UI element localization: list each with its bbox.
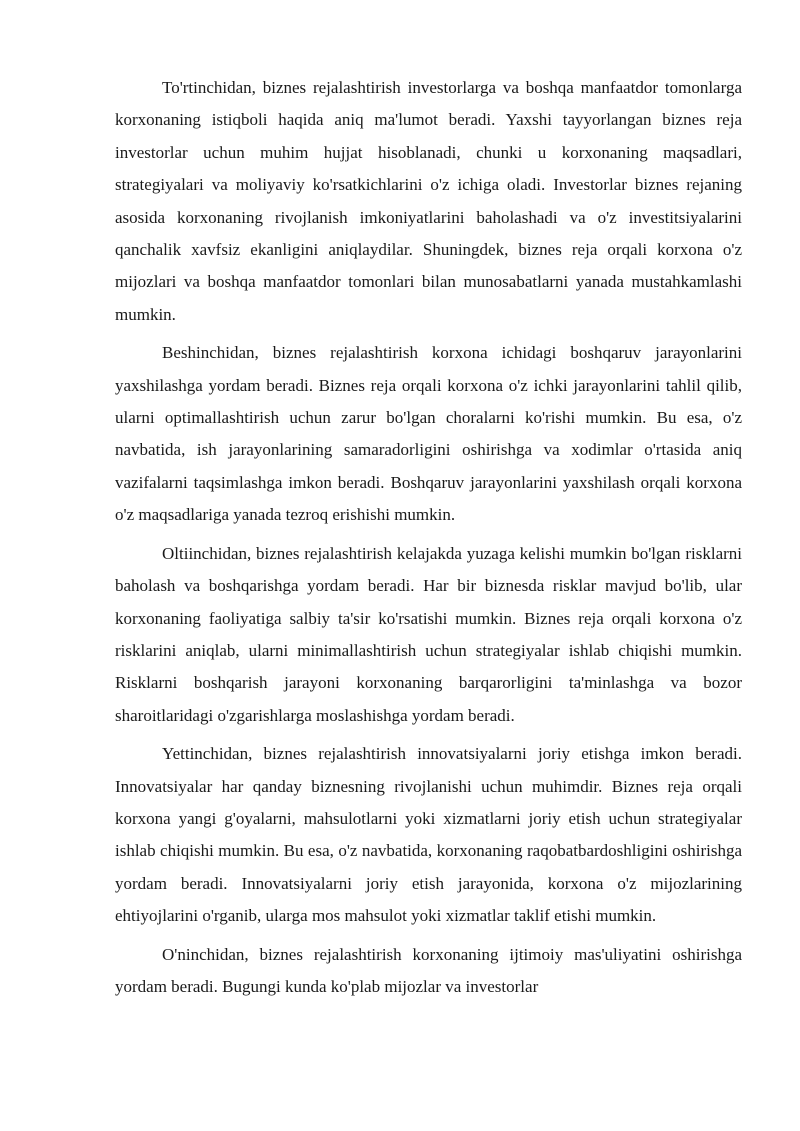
paragraph: Oltiinchidan, biznes rejalashtirish kelajakda yuzaga kelishi mumkin bo'lgan risklarni baholash va boshqarishga yordam beradi. Har bir biznesda risklar mavjud bo'lib, ular korxonaning faoliyatiga salbiy ta'sir ko'rsatishi mumkin. Biznes reja orqali korxona o'z risklarini aniqlab, ularni minimallashtirish uchun strategiyalar ishlab chiqishi mumkin. Risklarni boshqarish jarayoni korxonaning barqarorligini ta'minlashga va bozor sharoitlaridagi o'zgarishlarga moslashishga yordam beradi.: [115, 543, 742, 725]
paragraph: Beshinchidan, biznes rejalashtirish korxona ichidagi boshqaruv jarayonlarini yaxshilashga yordam beradi. Biznes reja orqali korxona o'z ichki jarayonlarini tahlil qilib, ularni optimallashtirish uchun zarur bo'lgan choralarni ko'rishi mumkin. Bu esa, o'z navbatida, ish jarayonlarining samaradorligini oshirishga va xodimlar o'rtasida aniq vazifalarni taqsimlashga imkon beradi. Boshqaruv jarayonlarini yaxshilash orqali korxona o'z maqsadlariga yanada tezroq erishishi mumkin.: [115, 343, 742, 525]
paragraph: To'rtinchidan, biznes rejalashtirish investorlarga va boshqa manfaatdor tomonlarga korxonaning istiqboli haqida aniq ma'lumot beradi. Yaxshi tayyorlangan biznes reja investorlar uchun muhim hujjat hisoblanadi, chunki u korxonaning maqsadlari, strategiyalari va moliyaviy ko'rsatkichlarini o'z ichiga oladi. Investorlar biznes rejaning asosida korxonaning rivojlanish imkoniyatlarini baholashadi va o'z investitsiyalarini qanchalik xavfsiz ekanligini aniqlaydilar. Shuningdek, biznes reja orqali korxona o'z mijozlari va boshqa manfaatdor tomonlari bilan munosabatlarni yanada mustahkamlashi mumkin.: [115, 78, 742, 324]
paragraph: O'ninchidan, biznes rejalashtirish korxonaning ijtimoiy mas'uliyatini oshirishga yordam beradi. Bugungi kunda ko'plab mijozlar va investorlar: [115, 944, 742, 996]
body-text: [115, 72, 742, 1003]
paragraph: Yettinchidan, biznes rejalashtirish innovatsiyalarni joriy etishga imkon beradi. Innovatsiyalar har qanday biznesning rivojlanishi uchun muhimdir. Biznes reja orqali korxona yangi g'oyalarni, mahsulotlarni yoki xizmatlarni joriy etish uchun strategiyalar ishlab chiqishi mumkin. Bu esa, o'z navbatida, korxonaning raqobatbardoshligini oshirishga yordam beradi. Innovatsiyalarni joriy etish jarayonida, korxona o'z mijozlarining ehtiyojlarini o'rganib, ularga mos mahsulot yoki xizmatlar taklif etishi mumkin.: [115, 744, 742, 926]
